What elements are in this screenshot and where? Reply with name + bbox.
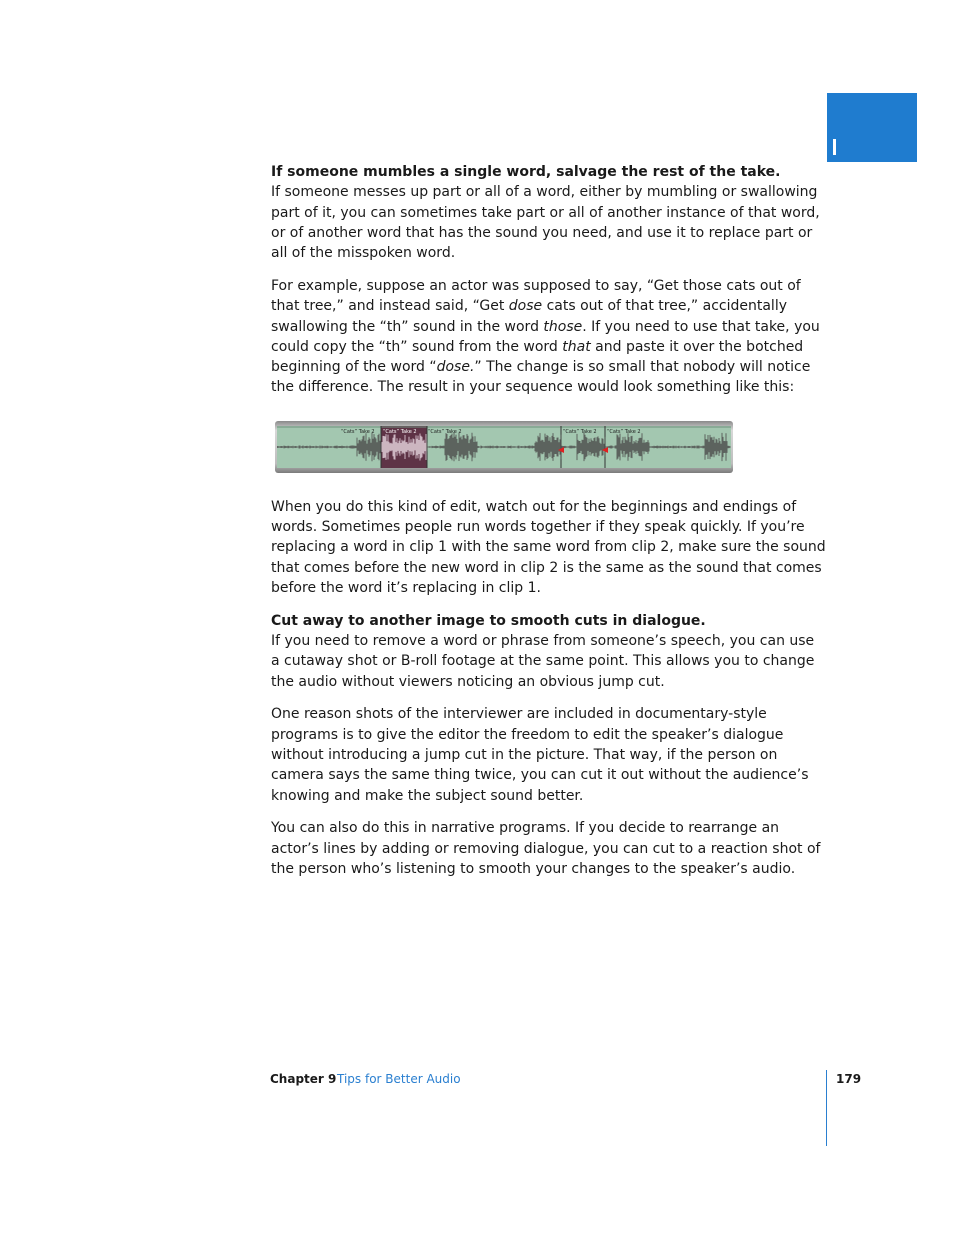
page-content: [271, 162, 826, 879]
paragraph: If you need to remove a word or phrase from someone’s speech, you can use a cutaway shot or B-roll footage at the same point. This allows you to change the audio without viewers noticing an obvious jump cut.: [271, 633, 815, 690]
paragraph: You can also do this in narrative programs. If you decide to rearrange an actor’s lines by adding or removing dialogue, you can cut to a reaction shot of the person who’s listening to smooth your changes to the speaker’s audio.: [271, 820, 821, 878]
footer-chapter-title: Tips for Better Audio: [337, 1072, 461, 1086]
section-heading-salvage: If someone mumbles a single word, salvage the rest of the take.: [271, 164, 781, 180]
paragraph: One reason shots of the interviewer are included in documentary-style programs is to give the editor the freedom to edit the speaker’s dialogue without introducing a jump cut in the picture. That way, if the person on camera says the same thing twice, you can cut it out without the audience’s knowing and make the subject sound better.: [271, 706, 809, 804]
paragraph-example: For example, suppose an actor was supposed to say, “Get those cats out of that tree,” and instead said, “Get dose cats out of that tree,” accidentally swallowing the “th” sound in the word those. If you need to use that take, you could copy the “th” sound from the word that and paste it over the botched beginning of the word “dose.” The change is so small that nobody will notice the difference. The result in your sequence would look something like this:: [271, 277, 820, 396]
clip-label: “Cats” Take 2: [563, 428, 597, 435]
audio-waveform-figure: [275, 421, 733, 473]
chapter-tab: [827, 93, 917, 162]
clip-label: “Cats” Take 2: [428, 428, 462, 435]
section-heading-cutaway: Cut away to another image to smooth cuts in dialogue.: [271, 612, 706, 629]
chapter-tab-marker: [833, 139, 836, 155]
clip-label: “Cats” Take 2: [341, 428, 375, 435]
clip-label-selected: “Cats” Take 2: [383, 428, 417, 435]
footer-divider: [826, 1070, 827, 1146]
clip-label: “Cats” Take 2: [607, 428, 641, 435]
footer-chapter-label: Chapter 9: [270, 1072, 337, 1086]
page-number: 179: [836, 1072, 862, 1086]
paragraph: If someone messes up part or all of a word, either by mumbling or swallowing part of it, you can sometimes take part or all of another instance of that word, or of another word that has the sound you need, and use it to replace part or all of the misspoken word.: [271, 184, 820, 262]
paragraph: When you do this kind of edit, watch out for the beginnings and endings of words. Sometimes people run words together if they speak quickly. If you’re replacing a word in clip 1 with the same word from clip 2, make sure the sound that comes before the new word in clip 2 is the same as the sound that comes before the word it’s replacing in clip 1.: [271, 498, 826, 596]
